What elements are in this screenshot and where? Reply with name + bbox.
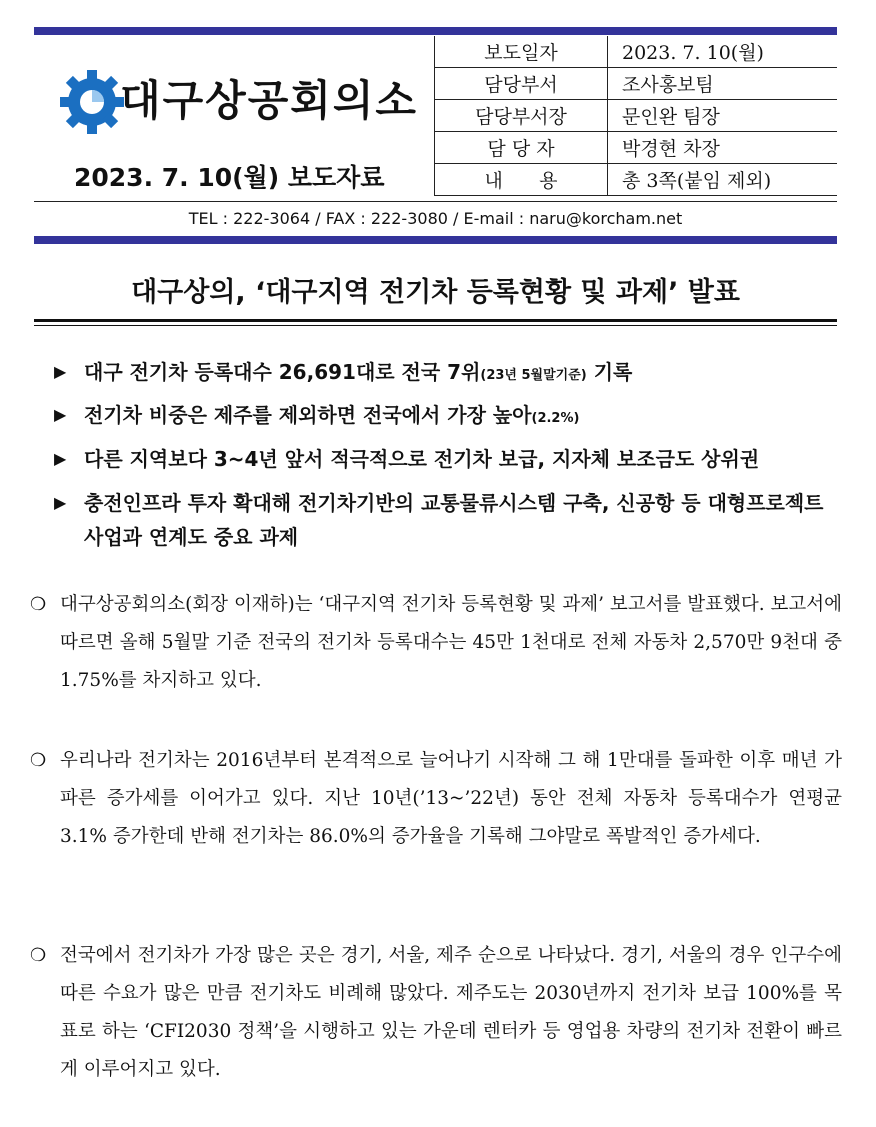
triangle-bullet-icon: ▶ (54, 362, 67, 381)
logo-area (34, 36, 434, 201)
info-label: 내 용 (435, 164, 608, 196)
summary-main: 다른 지역보다 3~4년 앞서 적극적으로 전기차 보급, 지자체 보조금도 상위권 (84, 447, 760, 471)
circle-bullet-icon: ❍ (30, 750, 47, 771)
paragraph-text: 전국에서 전기차가 가장 많은 곳은 경기, 서울, 제주 순으로 나타났다. 경기, 서울의 경우 인구수에 따른 수요가 많은 만큼 전기차도 비례해 많았다. 제주도는 2030년까지 전기차 보급 100%를 목표로 하는 ‘CFI2030 정책’을 시행하고 있는 가운데 렌터카 등 영업용 차량의 전기차 전환이 빠르게 이루어지고 있다. (60, 945, 842, 1080)
summary-note: (23년 5월말기준) (480, 368, 587, 383)
summary-text (54, 442, 844, 480)
contact-bar (34, 201, 837, 236)
triangle-bullet-icon: ▶ (54, 493, 67, 512)
summary-main: 전기차 비중은 제주를 제외하면 전국에서 가장 높아 (84, 403, 532, 427)
circle-bullet-icon: ❍ (30, 594, 47, 615)
info-row (435, 100, 838, 132)
info-value: 박경현 차장 (608, 132, 838, 164)
body-paragraph (30, 937, 842, 1089)
bottom-accent-bar (34, 236, 837, 244)
headline: 대구상의, ‘대구지역 전기차 등록현황 및 과제’ 발표 (131, 277, 740, 308)
body-paragraph (30, 586, 842, 700)
top-accent-bar (34, 27, 837, 35)
summary-tail: 기록 (586, 360, 633, 384)
summary-text (54, 355, 844, 393)
info-label: 담당부서장 (435, 100, 608, 132)
summary-note: (2.2%) (531, 411, 580, 426)
info-row (435, 36, 838, 68)
release-info-table (434, 36, 837, 196)
summary-item (54, 442, 844, 480)
summary-text (54, 398, 844, 436)
info-label: 담 당 자 (435, 132, 608, 164)
paragraph-text: 대구상공회의소(회장 이재하)는 ‘대구지역 전기차 등록현황 및 과제’ 보고서를 발표했다. 보고서에 따르면 올해 5월말 기준 전국의 전기차 등록대수는 45만 1천대로 전체 자동차 2,570만 9천대 중 1.75%를 차지하고 있다. (60, 594, 842, 691)
headline-rule-thin (34, 325, 837, 326)
chamber-gear-logo-icon (56, 66, 128, 138)
info-row (435, 68, 838, 100)
triangle-bullet-icon: ▶ (54, 405, 67, 424)
contact-info: TEL : 222-3064 / FAX : 222-3080 / E-mail : naru@korcham.net (188, 209, 683, 228)
summary-item (54, 486, 844, 558)
summary-item (54, 398, 844, 436)
press-header (34, 36, 837, 201)
info-row (435, 164, 838, 196)
info-value: 조사홍보팀 (608, 68, 838, 100)
org-name-logo: 대구상공회의소 (120, 76, 419, 125)
info-value: 문인완 팀장 (608, 100, 838, 132)
triangle-bullet-icon: ▶ (54, 449, 67, 468)
summary-main: 충전인프라 투자 확대해 전기차기반의 교통물류시스템 구축, 신공항 등 대형프로젝트 사업과 연계도 중요 과제 (84, 491, 824, 549)
headline-rule-thick (34, 319, 837, 322)
info-value: 2023. 7. 10(월) (608, 36, 838, 68)
release-date-title: 2023. 7. 10(월) 보도자료 (74, 163, 385, 192)
info-label: 보도일자 (435, 36, 608, 68)
circle-bullet-icon: ❍ (30, 945, 47, 966)
summary-main: 대구 전기차 등록대수 26,691대로 전국 7위 (84, 360, 481, 384)
body-paragraph (30, 742, 842, 856)
info-label: 담당부서 (435, 68, 608, 100)
info-row (435, 132, 838, 164)
paragraph-text: 우리나라 전기차는 2016년부터 본격적으로 늘어나기 시작해 그 해 1만대를 돌파한 이후 매년 가파른 증가세를 이어가고 있다. 지난 10년(’13~’22년) 동안 전체 자동차 등록대수가 연평균 3.1% 증가한데 반해 전기차는 86.0%의 증가율을 기록해 그야말로 폭발적인 증가세다. (60, 750, 842, 847)
info-value: 총 3쪽(붙임 제외) (608, 164, 838, 196)
summary-text (54, 486, 844, 558)
summary-item (54, 355, 844, 393)
